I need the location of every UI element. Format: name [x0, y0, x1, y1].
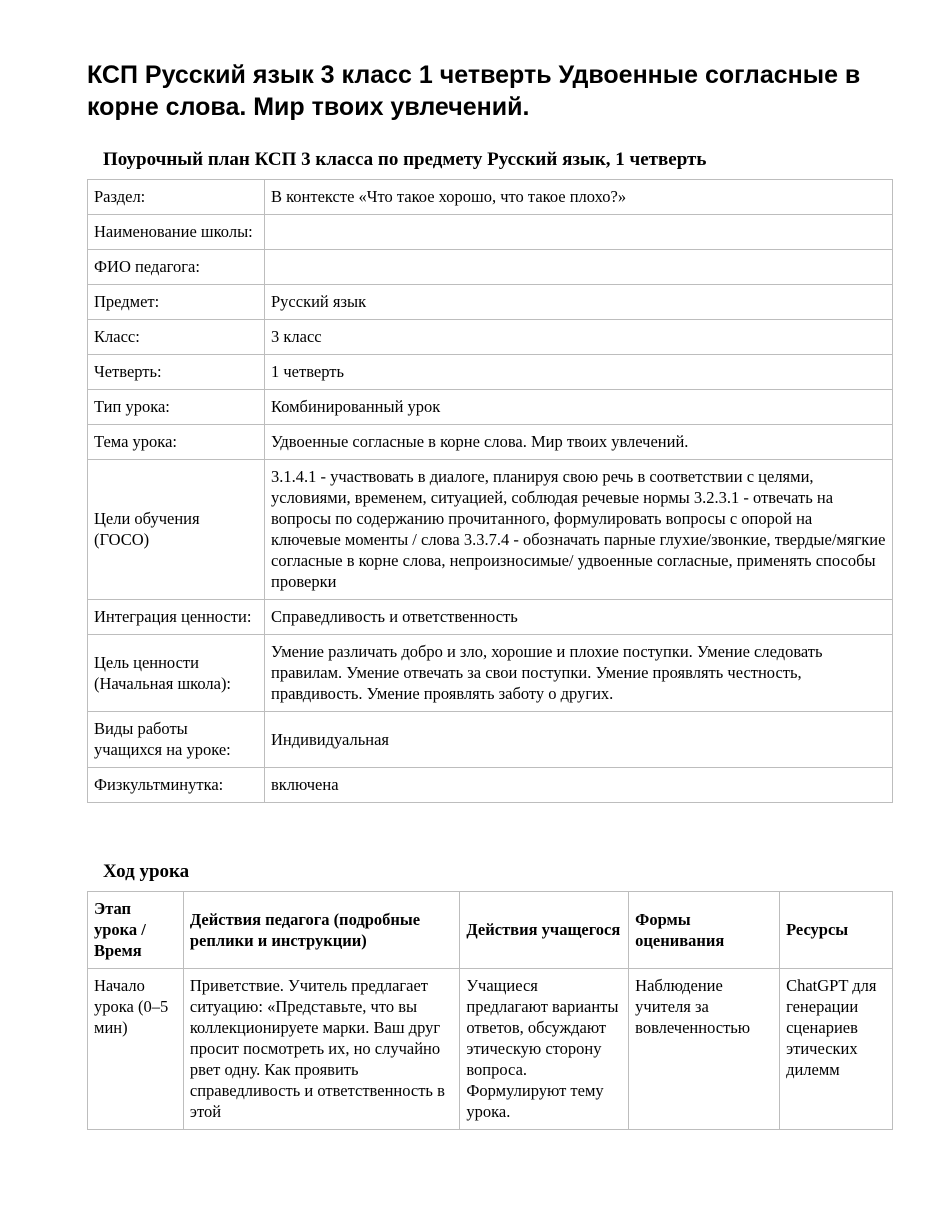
info-label: Тип урока:: [88, 390, 265, 425]
info-row: [88, 250, 893, 285]
info-label: Цели обучения (ГОСО): [88, 460, 265, 600]
info-label: Физкультминутка:: [88, 768, 265, 803]
info-row: [88, 600, 893, 635]
lesson-cell: ChatGPT для генерации сценариев этических дилемм: [780, 969, 893, 1130]
info-value: [265, 250, 893, 285]
info-row: [88, 355, 893, 390]
lesson-column-header: Ресурсы: [780, 892, 893, 969]
info-row: [88, 425, 893, 460]
info-label: Предмет:: [88, 285, 265, 320]
info-value: В контексте «Что такое хорошо, что такое плохо?»: [265, 180, 893, 215]
info-label: Раздел:: [88, 180, 265, 215]
info-value: [265, 215, 893, 250]
lesson-cell: Начало урока (0–5 мин): [88, 969, 184, 1130]
info-label: Тема урока:: [88, 425, 265, 460]
info-row: [88, 460, 893, 600]
info-row: [88, 390, 893, 425]
info-label: Цель ценности (Начальная школа):: [88, 635, 265, 712]
lesson-column-header: Формы оценивания: [629, 892, 780, 969]
lesson-cell: Наблюдение учителя за вовлеченностью: [629, 969, 780, 1130]
info-value: 1 четверть: [265, 355, 893, 390]
info-row: [88, 180, 893, 215]
info-value: Удвоенные согласные в корне слова. Мир твоих увлечений.: [265, 425, 893, 460]
info-row: [88, 635, 893, 712]
info-label: Класс:: [88, 320, 265, 355]
lesson-flow-heading: Ход урока: [103, 861, 190, 882]
info-value: Справедливость и ответственность: [265, 600, 893, 635]
lesson-row: [88, 969, 893, 1130]
info-row: [88, 320, 893, 355]
lesson-flow-table: [87, 891, 893, 1130]
info-row: [88, 285, 893, 320]
info-value: включена: [265, 768, 893, 803]
lesson-info-table: [87, 179, 893, 803]
plan-heading: Поурочный план КСП 3 класса по предмету Русский язык, 1 четверть: [103, 149, 707, 170]
lesson-table-header-row: [88, 892, 893, 969]
lesson-column-header: Этап урока / Время: [88, 892, 184, 969]
info-value: Комбинированный урок: [265, 390, 893, 425]
info-row: [88, 768, 893, 803]
info-label: Четверть:: [88, 355, 265, 390]
document-title: КСП Русский язык 3 класс 1 четверть Удвоенные согласные в корне слова. Мир твоих увлечений.: [87, 61, 861, 121]
info-value: Индивидуальная: [265, 712, 893, 768]
info-label: ФИО педагога:: [88, 250, 265, 285]
lesson-column-header: Действия педагога (подробные реплики и инструкции): [183, 892, 460, 969]
info-value: 3.1.4.1 - участвовать в диалоге, планируя свою речь в соответствии с целями, условиями, временем, ситуацией, соблюдая речевые нормы 3.2.3.1 - отвечать на вопросы по содержанию прочитанного, формулировать вопросы с опорой на ключевые моменты / слова 3.3.7.4 - обозначать парные глухие/звонкие, твердые/мягкие согласные в корне слова, непроизносимые/ удвоенные согласные, применять способы проверки: [265, 460, 893, 600]
info-row: [88, 215, 893, 250]
lesson-cell: Приветствие. Учитель предлагает ситуацию: «Представьте, что вы коллекционируете марки. Ваш друг просит посмотреть их, но случайно рвет одну. Как проявить справедливость и ответственность в этой: [183, 969, 460, 1130]
info-row: [88, 712, 893, 768]
info-value: Умение различать добро и зло, хорошие и плохие поступки. Умение следовать правилам. Умение отвечать за свои поступки. Умение проявлять честность, правдивость. Умение проявлять заботу о других.: [265, 635, 893, 712]
info-label: Наименование школы:: [88, 215, 265, 250]
lesson-column-header: Действия учащегося: [460, 892, 629, 969]
info-value: 3 класс: [265, 320, 893, 355]
info-label: Интеграция ценности:: [88, 600, 265, 635]
info-label: Виды работы учащихся на уроке:: [88, 712, 265, 768]
info-value: Русский язык: [265, 285, 893, 320]
lesson-cell: Учащиеся предлагают варианты ответов, обсуждают этическую сторону вопроса. Формулируют тему урока.: [460, 969, 629, 1130]
